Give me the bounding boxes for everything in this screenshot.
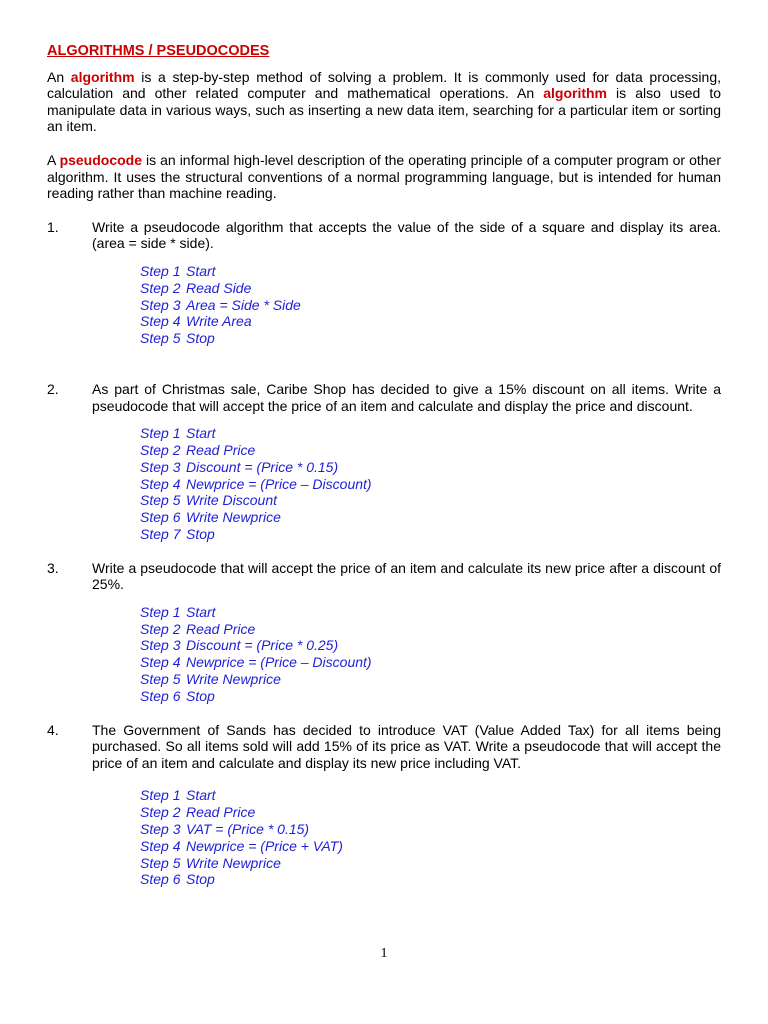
step-item xyxy=(140,330,721,347)
step-action: Write Newprice xyxy=(186,671,281,688)
question-3 xyxy=(47,560,721,705)
page-number: 1 xyxy=(380,946,388,961)
step-label: Step 3 xyxy=(140,458,181,475)
step-label: Step 6 xyxy=(140,509,181,526)
step-item xyxy=(140,688,721,705)
question-number: 1. xyxy=(47,218,59,235)
step-label: Step 2 xyxy=(140,804,181,821)
step-action: Write Discount xyxy=(186,492,278,509)
keyword-algorithm: algorithm xyxy=(70,68,135,85)
step-action: VAT = (Price * 0.15) xyxy=(186,821,310,838)
step-action: Write Newprice xyxy=(186,854,281,871)
text-run: An xyxy=(47,68,71,85)
question-4 xyxy=(47,722,721,889)
step-label: Step 1 xyxy=(140,425,181,442)
step-list xyxy=(140,604,721,705)
step-action: Write Area xyxy=(186,313,252,330)
step-list xyxy=(140,263,721,347)
question-text: As part of Christmas sale, Caribe Shop has decided to give a 15% discount on all items. Write a pseudocode that will accept the price of an item and calculate and display the price and discount. xyxy=(92,380,721,414)
step-action: Start xyxy=(186,262,216,279)
step-action: Stop xyxy=(186,687,215,704)
text-run: is a step-by-step method of solving a problem. It is commonly used for data processing, calculation and other related computer and mathematical operations. An xyxy=(47,68,721,102)
algorithm-paragraph xyxy=(47,69,721,135)
step-action: Newprice = (Price + VAT) xyxy=(186,837,343,854)
step-item xyxy=(140,526,721,543)
step-item xyxy=(140,604,721,621)
step-label: Step 4 xyxy=(140,475,181,492)
step-action: Newprice = (Price – Discount) xyxy=(186,475,372,492)
step-item xyxy=(140,476,721,493)
step-item xyxy=(140,821,721,838)
step-item xyxy=(140,313,721,330)
step-item xyxy=(140,671,721,688)
step-label: Step 6 xyxy=(140,871,181,888)
step-list xyxy=(140,425,721,543)
step-label: Step 1 xyxy=(140,787,181,804)
step-action: Newprice = (Price – Discount) xyxy=(186,654,372,671)
question-number: 3. xyxy=(47,559,59,576)
step-item xyxy=(140,492,721,509)
step-label: Step 5 xyxy=(140,330,181,347)
step-item xyxy=(140,425,721,442)
step-label: Step 3 xyxy=(140,296,181,313)
step-action: Read Side xyxy=(186,279,252,296)
step-item xyxy=(140,871,721,888)
question-2 xyxy=(47,381,721,543)
step-action: Stop xyxy=(186,330,215,347)
question-text: The Government of Sands has decided to introduce VAT (Value Added Tax) for all items being purchased. So all items sold will add 15% of its price as VAT. Write a pseudocode that will accept the price of an item and calculate and display its new price including VAT. xyxy=(92,721,721,771)
step-item xyxy=(140,855,721,872)
step-action: Read Price xyxy=(186,620,256,637)
page-title: ALGORITHMS / PSEUDOCODES xyxy=(47,43,270,59)
step-label: Step 4 xyxy=(140,313,181,330)
document-page xyxy=(47,43,721,888)
keyword-pseudocode: pseudocode xyxy=(59,151,143,168)
question-number: 4. xyxy=(47,721,59,738)
step-item xyxy=(140,509,721,526)
step-item xyxy=(140,621,721,638)
step-action: Stop xyxy=(186,525,215,542)
keyword-algorithm: algorithm xyxy=(543,85,607,102)
step-action: Read Price xyxy=(186,804,256,821)
question-text: Write a pseudocode algorithm that accepts the value of the side of a square and display its area. (area = side * side). xyxy=(92,218,721,252)
step-action: Read Price xyxy=(186,441,256,458)
step-label: Step 4 xyxy=(140,654,181,671)
text-run: is also used to manipulate data in various ways, such as inserting a new data item, searching for a particular item or sorting an item. xyxy=(47,85,722,135)
question-1 xyxy=(47,219,721,347)
text-run: is an informal high-level description of the operating principle of a computer program or other algorithm. It uses the structural conventions of a normal programming language, but is intended for human reading rather than machine reading. xyxy=(47,151,721,202)
step-label: Step 7 xyxy=(140,525,181,542)
step-action: Start xyxy=(186,603,216,620)
step-label: Step 5 xyxy=(140,854,181,871)
step-label: Step 1 xyxy=(140,603,181,620)
step-item xyxy=(140,804,721,821)
pseudocode-paragraph xyxy=(47,152,721,202)
step-item xyxy=(140,637,721,654)
step-action: Area = Side * Side xyxy=(186,296,301,313)
step-label: Step 5 xyxy=(140,671,181,688)
step-label: Step 2 xyxy=(140,620,181,637)
question-text: Write a pseudocode that will accept the price of an item and calculate its new price after a discount of 25%. xyxy=(92,559,721,593)
step-action: Start xyxy=(186,425,216,442)
step-item xyxy=(140,442,721,459)
step-item xyxy=(140,654,721,671)
step-action: Start xyxy=(186,787,216,804)
step-item xyxy=(140,459,721,476)
question-number: 2. xyxy=(47,380,59,397)
step-label: Step 3 xyxy=(140,637,181,654)
step-item xyxy=(140,280,721,297)
step-label: Step 5 xyxy=(140,492,181,509)
step-list xyxy=(140,787,721,888)
step-item xyxy=(140,838,721,855)
text-run: A xyxy=(47,151,60,168)
step-label: Step 2 xyxy=(140,441,181,458)
step-item xyxy=(140,263,721,280)
step-action: Write Newprice xyxy=(186,509,281,526)
step-item xyxy=(140,787,721,804)
step-label: Step 6 xyxy=(140,687,181,704)
step-action: Stop xyxy=(186,871,215,888)
step-action: Discount = (Price * 0.15) xyxy=(186,458,339,475)
step-label: Step 1 xyxy=(140,262,181,279)
step-label: Step 3 xyxy=(140,821,181,838)
step-label: Step 4 xyxy=(140,837,181,854)
step-label: Step 2 xyxy=(140,279,181,296)
step-item xyxy=(140,297,721,314)
step-action: Discount = (Price * 0.25) xyxy=(186,637,339,654)
